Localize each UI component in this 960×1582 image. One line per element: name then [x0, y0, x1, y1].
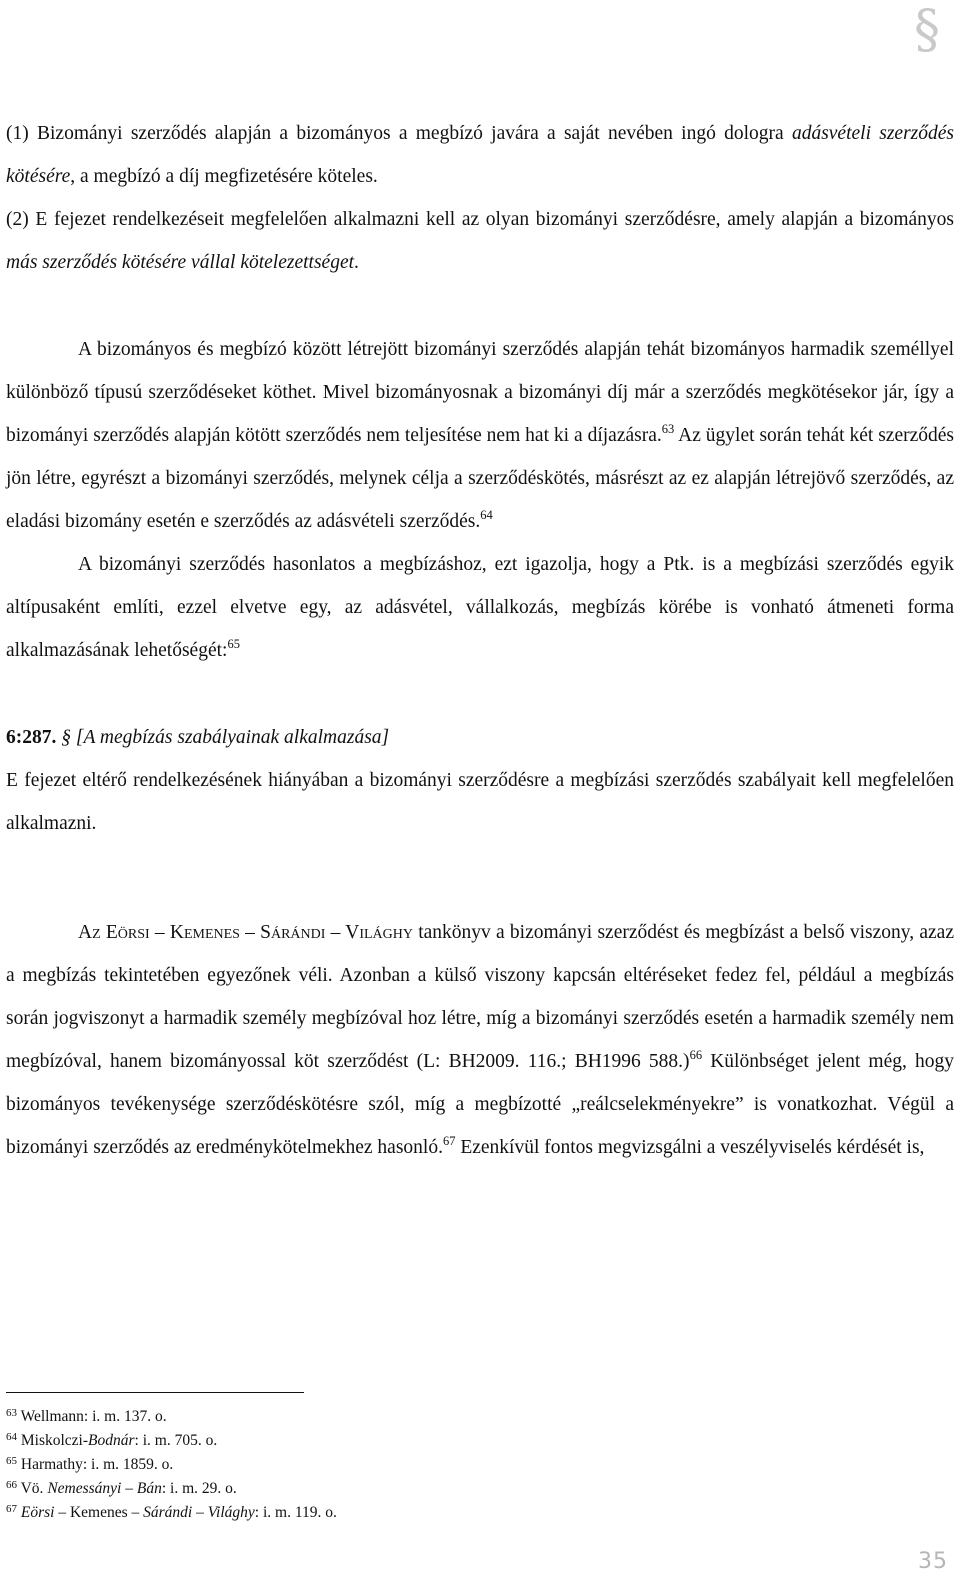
intro-line2: (2) E fejezet rendelkezéseit megfelelően alkalmazni kell az olyan bizományi szerződésre, amely alapján a bizományos — [6, 209, 954, 230]
paragraph-commission-similarity — [6, 543, 954, 672]
footnote-item — [6, 1429, 806, 1453]
textbook-authors: Az Eörsi – Kemenes – Sárándi – Világhy — [78, 922, 414, 943]
para1-text-b: Az ügylet során tehát két szerződés jön létre, egyrészt a bizományi szerződés, melynek célja a szerződéskötés, másrészt az ez alapján létrejövő szerződés, az eladási bizomány esetén e szerződés az adásvételi szerződés. — [6, 425, 954, 532]
para2-text: A bizományi szerződés hasonlatos a megbízáshoz, ezt igazolja, hogy a Ptk. is a megbízási szerződés egyik altípusaként említi, ezzel elvetve egy, az adásvétel, vállalkozás, megbízás körébe is vonható átmeneti forma alkalmazásának lehetőségét: — [6, 554, 954, 661]
footnote-ref-66[interactable]: 66 — [689, 1048, 703, 1062]
section-symbol: § — [61, 727, 71, 748]
footnote-ref-65[interactable]: 65 — [227, 637, 240, 651]
intro-paragraph — [6, 112, 954, 284]
footnote-ref-63[interactable]: 63 — [661, 422, 675, 436]
footnote-number: 65 — [6, 1455, 17, 1467]
footnote-text: : i. m. 119. o. — [254, 1504, 337, 1521]
footnote-text: Nemessányi – Bán — [47, 1480, 162, 1497]
footnote-item — [6, 1405, 806, 1429]
section-heading — [6, 716, 954, 759]
section-sign-logo: § — [914, 0, 940, 60]
footnote-number: 63 — [6, 1407, 17, 1419]
page-body — [6, 112, 954, 1169]
section-title: [A megbízás szabályainak alkalmazása] — [71, 727, 390, 748]
footnote-text: Bodnár — [88, 1432, 135, 1449]
footnote-item — [6, 1477, 806, 1501]
footnote-text: : i. m. 29. o. — [161, 1480, 237, 1497]
para3-text-a: tankönyv a bizományi szerződést és megbízást a belső viszony, azaz a megbízás tekintetében egyezőnek véli. Azonban a külső viszony kapcsán eltéréseket fedez fel, például a megbízás során jogviszonyt a harmadik személy megbízóval hoz létre, míg a bizományi szerződés esetén a harmadik személy nem megbízóval, hanem bizományossal köt szerződést (L: BH2009. 116.; BH1996 588.) — [6, 922, 954, 1072]
intro-line1-rest: , a megbízó a díj megfizetésére köteles. — [70, 166, 378, 187]
footnote-text: Kemenes — [69, 1504, 128, 1521]
footnote-item — [6, 1501, 806, 1525]
footnote-ref-64[interactable]: 64 — [480, 508, 493, 522]
footnote-text: Miskolczi- — [20, 1432, 89, 1449]
paragraph-textbook — [6, 911, 954, 1169]
section-number: 6:287. — [6, 727, 62, 748]
footnote-text: Vö. — [20, 1480, 48, 1497]
paragraph-commission-parties — [6, 328, 954, 543]
footnote-separator — [6, 1392, 304, 1393]
intro-line1-italic: adásvételi szerződés kötésére — [6, 123, 955, 187]
footnote-number: 67 — [6, 1503, 17, 1515]
intro-line2-end: . — [354, 252, 359, 273]
footnote-text: Harmathy: i. m. 1859. o. — [20, 1456, 174, 1473]
footnote-text: – Sárándi – Világhy — [127, 1504, 255, 1521]
footnote-number: 66 — [6, 1479, 17, 1491]
footnote-text: Eörsi – — [20, 1504, 70, 1521]
footnote-text: Wellmann: i. m. 137. o. — [20, 1408, 167, 1425]
intro-line2-italic: más szerződés kötésére vállal kötelezettséget — [6, 252, 355, 273]
footnote-number: 64 — [6, 1431, 17, 1443]
footnote-ref-67[interactable]: 67 — [442, 1134, 456, 1148]
para3-text-b: Különbséget jelent még, hogy bizományos tevékenysége szerződéskötésre szól, míg a megbízotté „reálcselekményekre” is vonatkozhat. Végül a bizományi szerződés az eredménykötelmekhez hasonló. — [6, 1051, 955, 1158]
intro-line1: (1) Bizományi szerződés alapján a bizományos a megbízó javára a saját nevében ingó dologra — [6, 123, 784, 144]
footnotes — [6, 1405, 806, 1525]
para1-text-a: A bizományos és megbízó között létrejött bizományi szerződés alapján tehát bizományos harmadik személlyel különböző típusú szerződéseket köthet. Mivel bizományosnak a bizományi díj már a szerződés megkötésekor jár, így a bizományi szerződés alapján kötött szerződés nem teljesítése nem hat ki a díjazásra. — [6, 339, 954, 446]
footnote-item — [6, 1453, 806, 1477]
section-body: E fejezet eltérő rendelkezésének hiányában a bizományi szerződésre a megbízási szerződés szabályait kell megfelelően alkalmazni. — [6, 770, 954, 834]
footnote-text: : i. m. 705. o. — [134, 1432, 218, 1449]
page-number: 35 — [918, 1549, 948, 1574]
para3-text-c: Ezenkívül fontos megvizsgálni a veszélyviselés kérdését is, — [455, 1137, 925, 1158]
